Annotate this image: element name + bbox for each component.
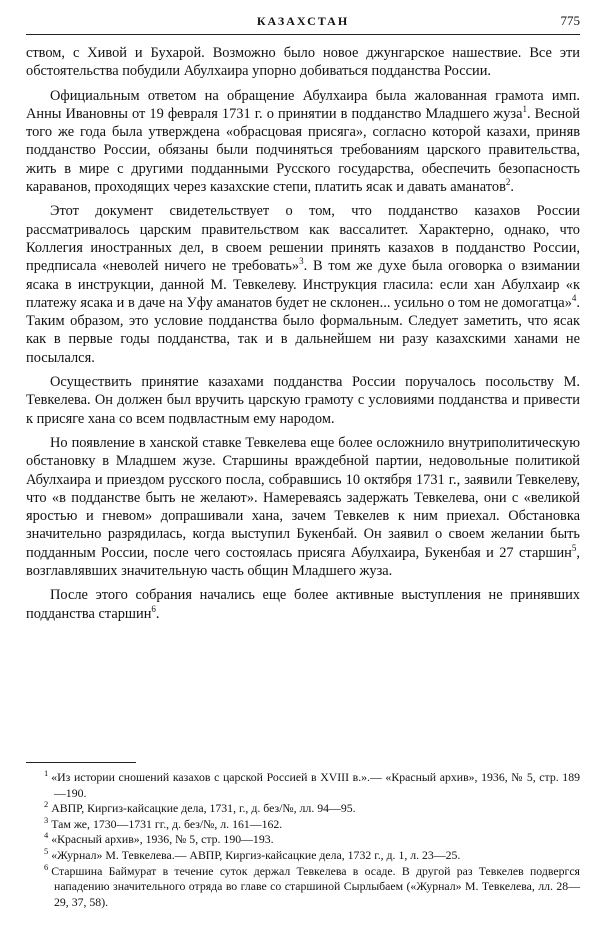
footnote-2 <box>26 801 580 817</box>
paragraph-5-text-tail: , возглавлявших значительную часть общин Младшего жуза. <box>26 544 580 580</box>
footnote-ref-6[interactable]: 6 <box>151 603 156 614</box>
footnote-ref-3[interactable]: 3 <box>299 256 304 267</box>
paragraph-3-text-mid: . В том же духе была оговорка о взимании ясака в инструкции, данной М. Тевкелеву. Инструкция гласила: если хан Абулхаир «к платежу ясака и в даче на Уфу аманатов будет не склонен... усильно о том не домогатца» <box>26 258 580 311</box>
footnote-3 <box>26 814 580 833</box>
footnote-number: 1 <box>44 768 49 779</box>
paragraph-4-text: Осуществить принятие казахами подданства России поручалось посольству М. Тевкелева. Он должен был вручить царскую грамоту с условиями подданства и привести к присяге хана со всем подвластным ему народом. <box>26 374 580 427</box>
footnote-text: «Журнал» М. Тевкелева.— АВПР, Киргиз-кайсацкие дела, 1732 г., д. 1, л. 23—25. <box>51 847 461 862</box>
body-text <box>26 44 580 629</box>
footnote-ref-5[interactable]: 5 <box>571 542 577 553</box>
footnote-1 <box>26 770 580 801</box>
paragraph-6-text: После этого собрания начались еще более активные выступления не принявших подданства старшин <box>26 587 580 622</box>
footnote-text: Там же, 1730—1731 гг., д. без/№, л. 161—162. <box>51 816 283 831</box>
footnote-number: 2 <box>44 799 49 810</box>
footnote-divider <box>26 762 136 763</box>
page-header <box>26 12 580 35</box>
footnote-number: 6 <box>44 861 49 872</box>
footnote-6 <box>26 861 580 911</box>
footnote-text: АВПР, Киргиз-кайсацкие дела, 1731, г., д. без/№, лл. 94—95. <box>51 801 356 816</box>
paragraph-4 <box>26 373 580 428</box>
footnote-ref-1[interactable]: 1 <box>522 104 527 115</box>
footnote-ref-2[interactable]: 2 <box>505 177 511 188</box>
footnote-text: «Красный архив», 1936, № 5, стр. 190—193. <box>51 832 274 847</box>
paragraph-5 <box>26 434 580 580</box>
paragraph-3-text-tail: . Таким образом, это условие подданства было формальным. Следует заметить, что ясак как в первые годы подданства, так и в дальнейшем ни разу казахскими ханами не посылался. <box>26 294 580 366</box>
footnote-number: 4 <box>44 830 49 841</box>
paragraph-2: Официальным ответом на обращение Абулхаира была жалованная грамота имп. Анны Ивановны от 19 февраля 1731 г. о принятии в подданство Младшего жуза$^1$. Весной того же года была утверждена «обрасцовая присяга», согласно которой казахи, приняв подданство России, обязаны были подчиняться требованиям царского правительства, жить в мире с другими подданными Русского государства, обеспечить безопасность караванов, проходящих через казахские степи, платить ясак и давать аманатов$^2$. <box>26 87 580 196</box>
paragraph-6-text-tail: . <box>155 605 160 622</box>
footnote-4 <box>26 832 580 848</box>
footnote-ref-4[interactable]: 4 <box>571 293 577 304</box>
paragraph-1-text: ством, с Хивой и Бухарой. Возможно было новое джунгарское нашествие. Все эти обстоятельства побудили Абулхаира упорно добиваться подданства России. <box>26 45 580 80</box>
paragraph-1 <box>26 44 580 81</box>
footnote-5 <box>26 848 580 864</box>
footnote-text: «Из истории сношений казахов с царской Россией в XVIII в.».— «Красный архив», 1936, № 5, стр. 189—190. <box>51 770 580 800</box>
paragraph-2-text-continued: . Весной того же года была утверждена «обрасцовая присяга», согласно которой казахи, приняв подданство России, обязаны были подчиняться требованиям царского правительства, жить в мире с другими подданными Русского государства, обеспечить безопасность караванов, проходящих через казахские степи, платить ясак и давать аманатов <box>26 105 580 196</box>
footnote-number: 3 <box>44 814 49 825</box>
footnotes <box>26 770 580 910</box>
paragraph-3-text: Этот документ свидетельствует о том, что подданство казахов России рассматривалось царским правительством как вассалитет. Характерно, однако, что Коллегия иностранных дел, в своем решении принять казахов в подданство России, предписала «неволей ничего не требовать» <box>26 203 580 275</box>
page-number: 775 <box>560 13 580 28</box>
footnote-number: 5 <box>44 846 49 857</box>
paragraph-3 <box>26 202 580 367</box>
paragraph-6 <box>26 586 580 623</box>
paragraph-5-text: Но появление в ханской ставке Тевкелева еще более осложнило внутриполитическую обстановку в Младшем жузе. Старшины враждебной партии, недовольные политикой Абулхаира и приездом русского посла, собравшись 10 октября 1731 г., заявили Тевкелеву, что «в подданстве быть не желают». Намереваясь задержать Тевкелева, они с «великой яростью и гневом» допрашивали хана, зачем Тевкелев к ним приехал. Обстановка значительно разрядилась, когда выступил Букенбай. Он заявил о своем желании быть подданным России, после чего состоялась присяга Абулхаира, Букенбая и 27 старшин <box>26 434 580 561</box>
paragraph-2-text: Официальным ответом на обращение Абулхаира была жалованная грамота имп. Анны Ивановны от 19 февраля 1731 г. о принятии в подданство Младшего жуза <box>26 87 580 122</box>
running-head: КАЗАХСТАН <box>256 14 350 28</box>
footnote-text: Старшина Баймурат в течение суток держал Тевкелева в осаде. В другой раз Тевкелев подвергся нападению значительного отряда во главе со старшиной Сырлыбаем («Журнал» М. Тевкелева, лл. 28—29, 37, 58). <box>51 863 580 909</box>
